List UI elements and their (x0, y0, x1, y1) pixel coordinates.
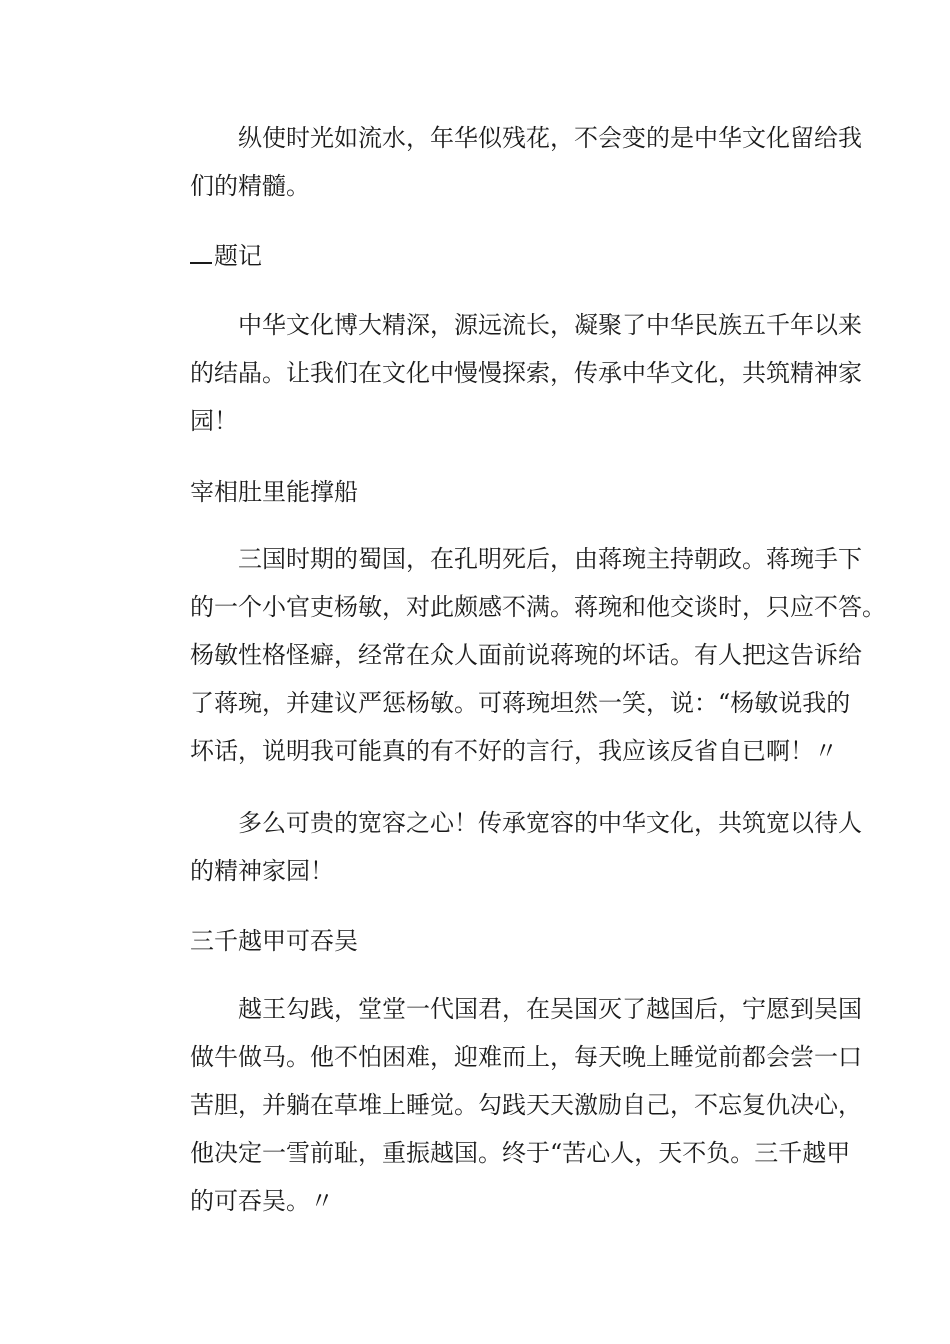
section1-comment-line-2: 的精神家园！ (190, 857, 334, 885)
epigraph-attribution (190, 232, 262, 280)
section1-story-line-2: 的一个小官吏杨敏，对此颇感不满。蒋琬和他交谈时，只应不答。 (190, 593, 886, 621)
section1-comment-line-1: 多么可贵的宽容之心！传承宽容的中华文化，共筑宽以待人 (238, 809, 862, 837)
section1-story-line-1: 三国时期的蜀国，在孔明死后，由蒋琬主持朝政。蒋琬手下 (238, 545, 862, 573)
section1-story-paragraph (142, 535, 886, 775)
section2-story-paragraph (142, 985, 862, 1225)
epigraph-label: 题记 (214, 242, 262, 270)
section2-story-line-3: 苦胆，并躺在草堆上睡觉。勾践天天激励自己，不忘复仇决心， (190, 1091, 862, 1119)
blank-underline (190, 244, 212, 264)
section2-story-line-2: 做牛做马。他不怕困难，迎难而上，每天晚上睡觉前都会尝一口 (190, 1043, 862, 1071)
section2-heading: 三千越甲可吞吴 (190, 927, 358, 955)
epigraph-paragraph (142, 114, 862, 210)
epigraph-line-1: 纵使时光如流水，年华似残花，不会变的是中华文化留给我 (238, 124, 862, 152)
section1-comment-paragraph (142, 799, 862, 895)
section1-story-line-5: 坏话，说明我可能真的有不好的言行，我应该反省自已啊！〃 (190, 737, 838, 765)
intro-paragraph (142, 301, 862, 445)
intro-line-2: 的结晶。让我们在文化中慢慢探索，传承中华文化，共筑精神家 (190, 359, 862, 387)
section2-story-line-5: 的可吞吴。〃 (190, 1187, 334, 1215)
epigraph-line-2: 们的精髓。 (190, 172, 310, 200)
section1-story-line-3: 杨敏性格怪癖，经常在众人面前说蒋琬的坏话。有人把这告诉给 (190, 641, 862, 669)
section1-story-line-4: 了蒋琬，并建议严惩杨敏。可蒋琬坦然一笑，说：“杨敏说我的 (190, 689, 851, 717)
section2-story-line-1: 越王勾践，堂堂一代国君，在吴国灭了越国后，宁愿到吴国 (238, 995, 862, 1023)
intro-line-3: 园！ (190, 407, 238, 435)
intro-line-1: 中华文化博大精深，源远流长，凝聚了中华民族五千年以来 (238, 311, 862, 339)
section1-heading: 宰相肚里能撑船 (190, 478, 358, 506)
section2-story-line-4: 他决定一雪前耻，重振越国。终于“苦心人，天不负。三千越甲 (190, 1139, 851, 1167)
